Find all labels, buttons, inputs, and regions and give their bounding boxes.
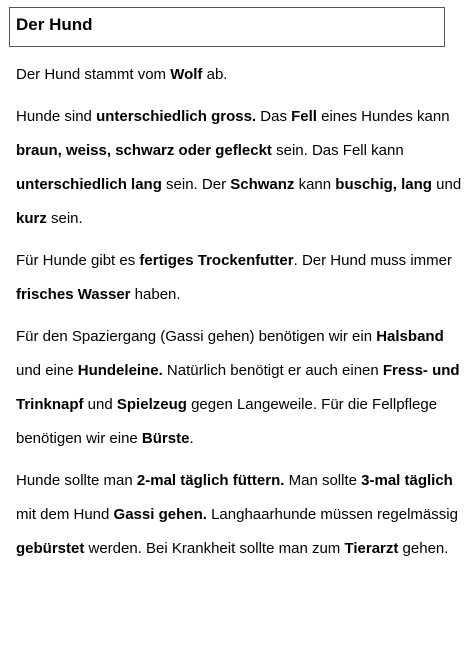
bold-text: Tierarzt bbox=[344, 540, 399, 557]
paragraph-equipment bbox=[16, 320, 466, 456]
bold-text: Gassi gehen. bbox=[113, 506, 207, 523]
bold-text: Bürste bbox=[141, 430, 190, 447]
body-text: mit dem Hund bbox=[16, 506, 114, 523]
body-text: kann bbox=[294, 176, 336, 193]
body-text: und bbox=[83, 396, 117, 413]
document-title: Der Hund bbox=[16, 15, 93, 34]
body-text: werden. Bei Krankheit sollte man zum bbox=[84, 540, 345, 557]
body-text: Hunde sollte man bbox=[16, 472, 137, 489]
body-text: ab. bbox=[202, 66, 228, 83]
paragraph-food bbox=[16, 244, 466, 312]
paragraph-care bbox=[16, 464, 466, 566]
body-text: Das bbox=[256, 108, 292, 125]
body-text: Für den Spaziergang (Gassi gehen) benötigen wir ein bbox=[16, 328, 377, 345]
bold-text: Schwanz bbox=[230, 176, 295, 193]
bold-text: 2-mal täglich füttern. bbox=[136, 472, 285, 489]
body-text: . bbox=[189, 430, 194, 447]
bold-text: kurz bbox=[16, 210, 47, 227]
bold-text: Fell bbox=[291, 108, 317, 125]
body-text: Der Hund stammt vom bbox=[16, 66, 171, 83]
body-text: sein. bbox=[46, 210, 83, 227]
title-box bbox=[9, 7, 445, 47]
body-text: und bbox=[431, 176, 462, 193]
body-text: Natürlich benötigt er auch einen bbox=[162, 362, 383, 379]
document-body bbox=[16, 58, 466, 574]
body-text: Man sollte bbox=[284, 472, 362, 489]
bold-text: unterschiedlich lang bbox=[16, 176, 162, 193]
body-text: Langhaarhunde müssen regelmässig bbox=[206, 506, 458, 523]
bold-text: braun, weiss, schwarz oder gefleckt bbox=[16, 142, 272, 159]
body-text: Hunde sind bbox=[16, 108, 97, 125]
bold-text: buschig, lang bbox=[335, 176, 432, 193]
bold-text: Hundeleine. bbox=[77, 362, 163, 379]
bold-text: unterschiedlich gross. bbox=[96, 108, 257, 125]
bold-text: gebürstet bbox=[16, 540, 85, 557]
bold-text: Fress- und Trinknapf bbox=[16, 362, 460, 413]
paragraph-appearance bbox=[16, 100, 466, 236]
body-text: . Der Hund muss immer bbox=[293, 252, 452, 269]
bold-text: Wolf bbox=[170, 66, 203, 83]
body-text: sein. Der bbox=[161, 176, 231, 193]
body-text: gehen. bbox=[398, 540, 449, 557]
body-text: sein. Das Fell kann bbox=[271, 142, 404, 159]
body-text: gegen Langeweile. Für die Fellpflege benötigen wir eine bbox=[16, 396, 438, 447]
bold-text: Spielzeug bbox=[116, 396, 187, 413]
bold-text: fertiges Trockenfutter bbox=[139, 252, 294, 269]
bold-text: frisches Wasser bbox=[16, 286, 131, 303]
bold-text: Halsband bbox=[376, 328, 444, 345]
paragraph-intro bbox=[16, 58, 466, 92]
body-text: Für Hunde gibt es bbox=[16, 252, 140, 269]
bold-text: 3-mal täglich bbox=[361, 472, 453, 489]
body-text: haben. bbox=[130, 286, 181, 303]
body-text: eines Hundes kann bbox=[316, 108, 450, 125]
body-text: und eine bbox=[16, 362, 78, 379]
